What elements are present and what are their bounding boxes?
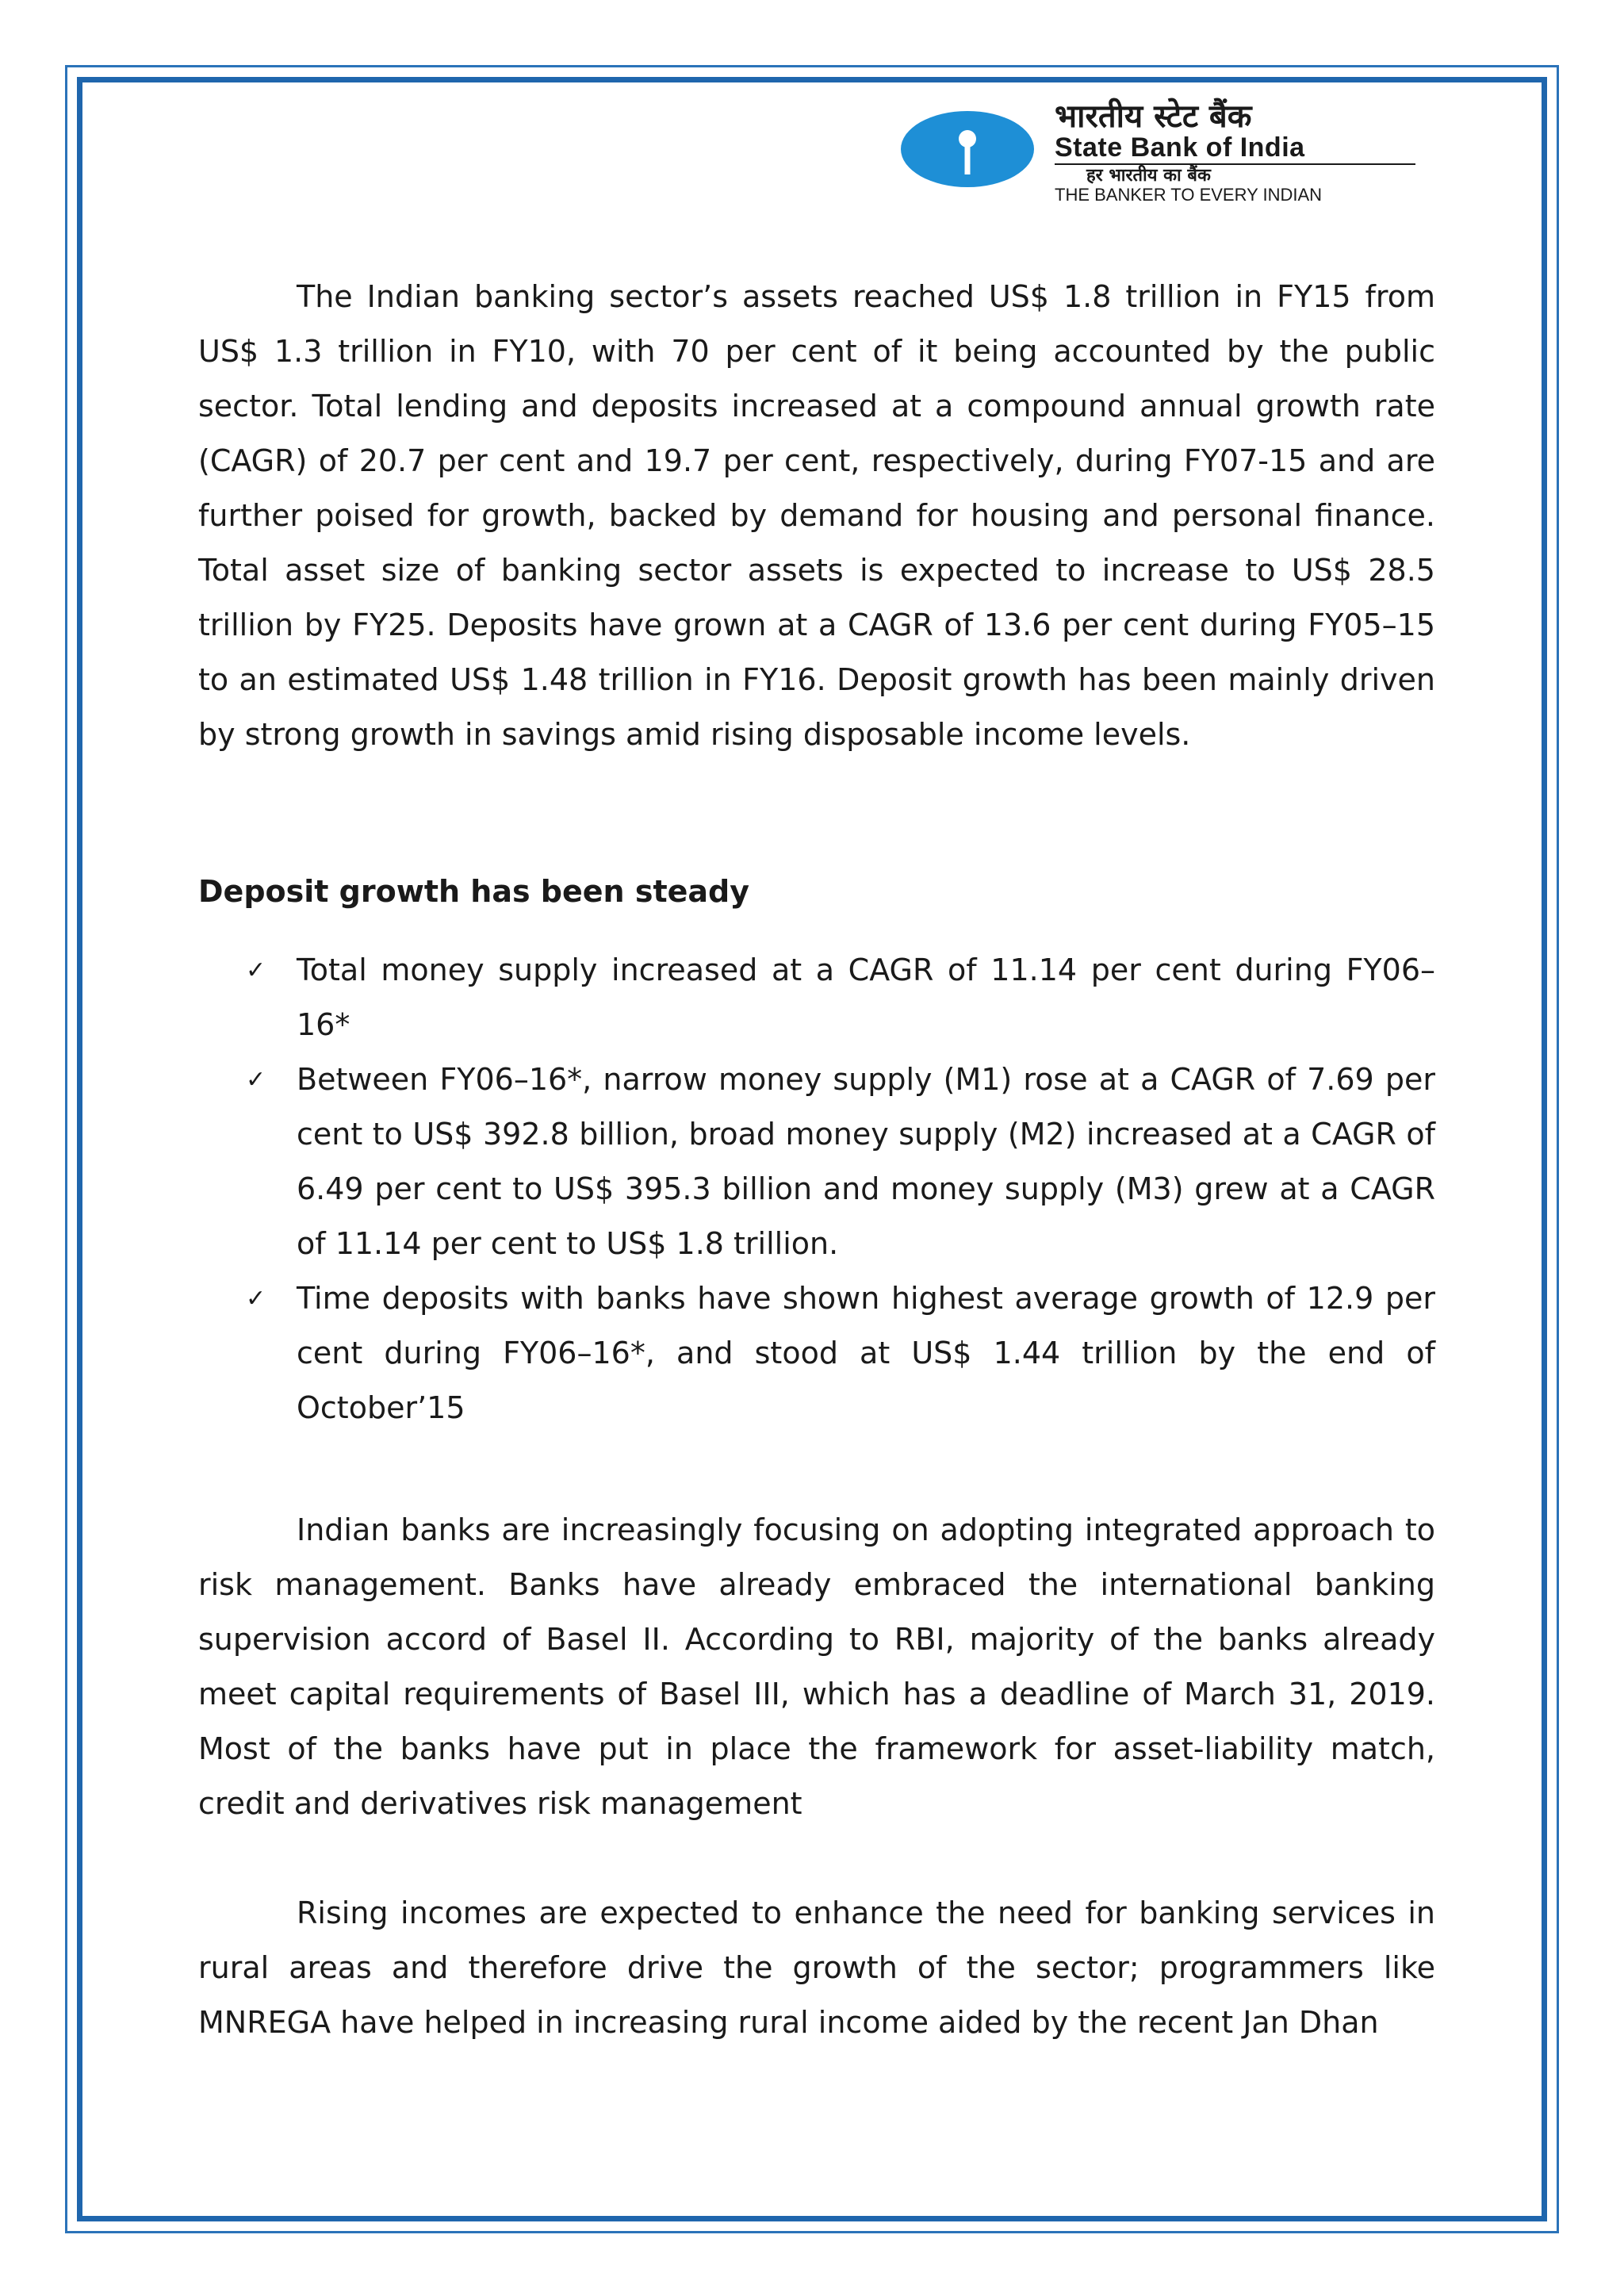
logo-tagline-english: THE BANKER TO EVERY INDIAN xyxy=(1055,185,1323,205)
logo-hindi-name: भारतीय स्टेट बैंक xyxy=(1055,98,1252,135)
paragraph-risk-management: Indian banks are increasingly focusing on adopting integrated approach to risk management. Banks have already embraced the international banking supervision accord of Basel II. According to RBI, majority of the banks already meet capital requirements of Basel III, which has a deadline of March 31, 2019. Most of the banks have put in place the framework for asset-liability match, credit and derivatives risk management xyxy=(198,1512,1435,1821)
list-item xyxy=(198,1052,1435,1271)
sbi-logo xyxy=(900,100,1423,203)
list-item-text: Total money supply increased at a CAGR of 11.14 per cent during FY06–16* xyxy=(297,953,1435,1042)
logo-text-block xyxy=(1055,100,1423,205)
logo-english-name: State Bank of India xyxy=(1055,132,1305,163)
list-item-text: Between FY06–16*, narrow money supply (M1) rose at a CAGR of 7.69 per cent to US$ 392.8 billion, broad money supply (M2) increased at a CAGR of 6.49 per cent to US$ 395.3 billion and money supply (M3) grew at a CAGR of 11.14 per cent to US$ 1.8 trillion. xyxy=(297,1062,1435,1261)
logo-divider xyxy=(1055,163,1415,165)
check-icon: ✓ xyxy=(246,956,266,984)
document-body xyxy=(198,270,1435,2050)
list-item xyxy=(198,1271,1435,1435)
logo-tagline-hindi: हर भारतीय का बैंक xyxy=(1086,166,1211,186)
paragraph-banking-assets: The Indian banking sector’s assets reached US$ 1.8 trillion in FY15 from US$ 1.3 trillion in FY10, with 70 per cent of it being accounted by the public sector. Total lending and deposits increased at a compound annual growth rate (CAGR) of 20.7 per cent and 19.7 per cent, respectively, during FY07-15 and are further poised for growth, backed by demand for housing and personal finance. Total asset size of banking sector assets is expected to increase to US$ 28.5 trillion by FY25. Deposits have grown at a CAGR of 13.6 per cent during FY05–15 to an estimated US$ 1.48 trillion in FY16. Deposit growth has been mainly driven by strong growth in savings amid rising disposable income levels. xyxy=(198,279,1435,752)
check-icon: ✓ xyxy=(246,1285,266,1313)
section-heading: Deposit growth has been steady xyxy=(198,874,750,909)
list-item-text: Time deposits with banks have shown highest average growth of 12.9 per cent during FY06–16*, and stood at US$ 1.44 trillion by the end of October’15 xyxy=(297,1281,1435,1425)
sbi-keyhole-logo-icon xyxy=(900,109,1035,189)
check-icon: ✓ xyxy=(246,1066,266,1094)
bullet-list xyxy=(198,943,1435,1435)
paragraph-rural-income: Rising incomes are expected to enhance the need for banking services in rural areas and therefore drive the growth of the sector; programmers like MNREGA have helped in increasing rural income aided by the recent Jan Dhan xyxy=(198,1895,1435,2040)
list-item xyxy=(198,943,1435,1052)
